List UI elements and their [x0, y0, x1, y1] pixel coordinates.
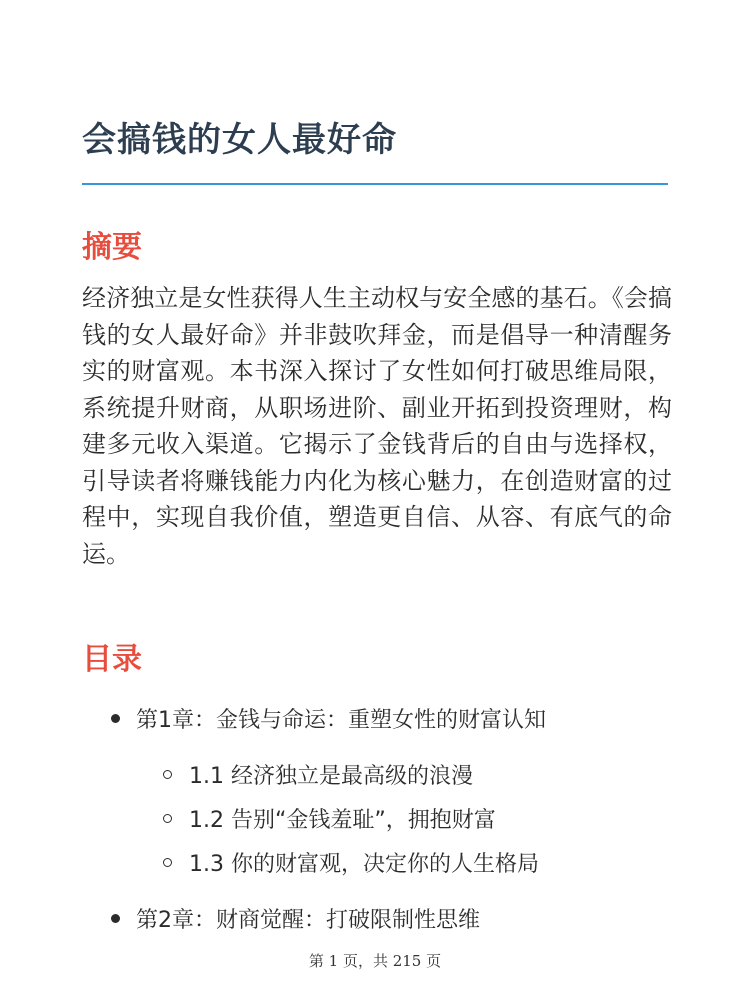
toc-section-1-1-label: 1.1 经济独立是最高级的浪漫	[189, 764, 473, 789]
abstract-paragraph: 经济独立是女性获得人生主动权与安全感的基石。《会搞钱的女人最好命》并非鼓吹拜金，而是倡导一种清醒务实的财富观。本书深入探讨了女性如何打破思维局限，系统提升财商，从职场进阶、副业开拓到投资理财，构建多元收入渠道。它揭示了金钱背后的自由与选择权，引导读者将赚钱能力内化为核心魅力，在创造财富的过程中，实现自我价值，塑造更自信、从容、有底气的命运。	[82, 284, 672, 568]
circle-bullet-icon	[163, 814, 172, 823]
toc-section-1-1	[163, 759, 473, 790]
toc-section-1-2-label: 1.2 告别“金钱羞耻”，拥抱财富	[189, 808, 496, 833]
toc-chapter-2-label: 第2章：财商觉醒：打破限制性思维	[136, 908, 480, 933]
document-title: 会搞钱的女人最好命	[82, 120, 397, 160]
disc-bullet-icon	[111, 714, 120, 723]
toc-heading: 目录	[82, 642, 142, 677]
abstract-heading: 摘要	[82, 230, 142, 265]
toc-chapter-2	[111, 903, 480, 934]
disc-bullet-icon	[111, 914, 120, 923]
toc-chapter-1-label: 第1章：金钱与命运：重塑女性的财富认知	[136, 708, 546, 733]
circle-bullet-icon	[163, 770, 172, 779]
circle-bullet-icon	[163, 858, 172, 867]
toc-section-1-2	[163, 803, 496, 834]
toc-section-1-3	[163, 847, 539, 878]
toc-chapter-1	[111, 703, 546, 734]
title-divider	[82, 183, 668, 185]
page-footer: 第 1 页，共 215 页	[308, 952, 442, 970]
toc-section-1-3-label: 1.3 你的财富观，决定你的人生格局	[189, 852, 539, 877]
